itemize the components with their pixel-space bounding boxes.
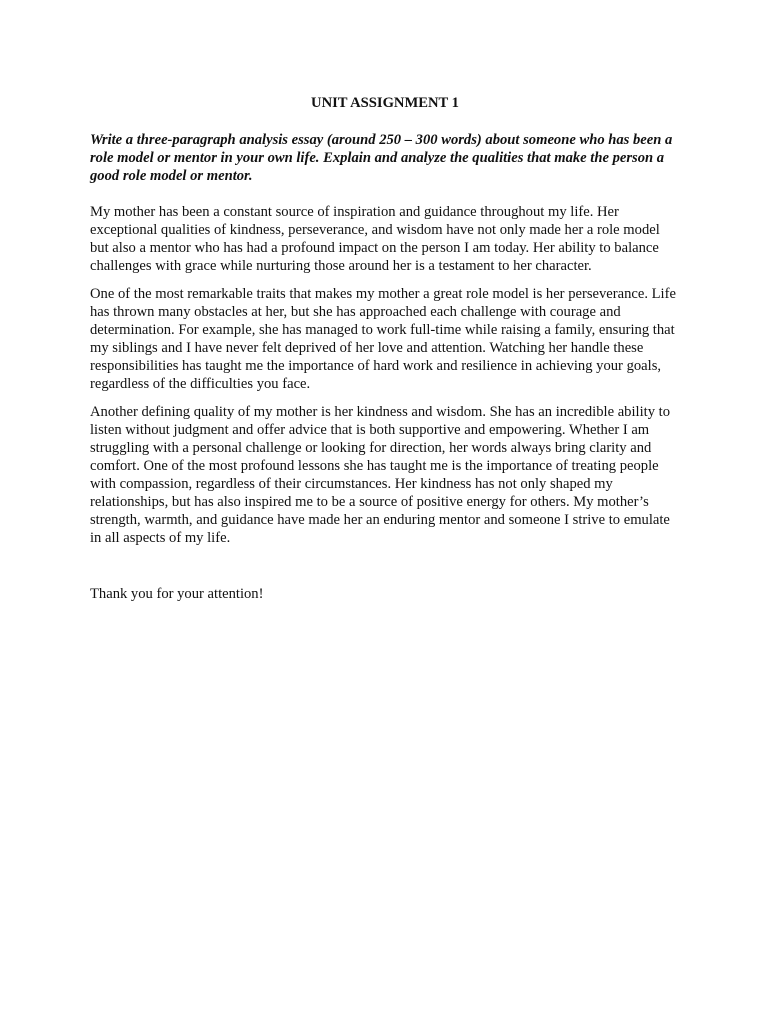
essay-paragraph-3: Another defining quality of my mother is her kindness and wisdom. She has an incredible ability to listen without judgment and offer advice that is both supportive and empowering. Whether I am struggling with a personal challenge or looking for direction, her words always bring clarity and comfort. One of the most profound lessons she has taught me is the importance of treating people with compassion, regardless of their circumstances. Her kindness has not only shaped my relationships, but has also inspired me to be a source of positive energy for others. My mother’s strength, warmth, and guidance have made her an enduring mentor and someone I strive to emulate in all aspects of my life.: [90, 404, 670, 546]
essay-paragraph-1: My mother has been a constant source of inspiration and guidance throughout my life. Her exceptional qualities of kindness, perseverance, and wisdom have not only made her a role model but also a mentor who has had a profound impact on the person I am today. Her ability to balance challenges with grace while nurturing those around her is a testament to her character.: [90, 204, 660, 274]
assignment-title: UNIT ASSIGNMENT 1: [311, 95, 459, 111]
closing-line: Thank you for your attention!: [90, 586, 264, 602]
assignment-prompt: Write a three-paragraph analysis essay (around 250 – 300 words) about someone who has been a role model or mentor in your own life. Explain and analyze the qualities that make the person a good role model or mentor.: [90, 132, 673, 184]
document-body: [90, 94, 680, 603]
essay-paragraph-2: One of the most remarkable traits that makes my mother a great role model is her perseverance. Life has thrown many obstacles at her, but she has approached each challenge with courage and determination. For example, she has managed to work full-time while raising a family, ensuring that my siblings and I have never felt deprived of her love and attention. Watching her handle these responsibilities has taught me the importance of hard work and resilience in achieving your goals, regardless of the difficulties you face.: [90, 286, 676, 392]
